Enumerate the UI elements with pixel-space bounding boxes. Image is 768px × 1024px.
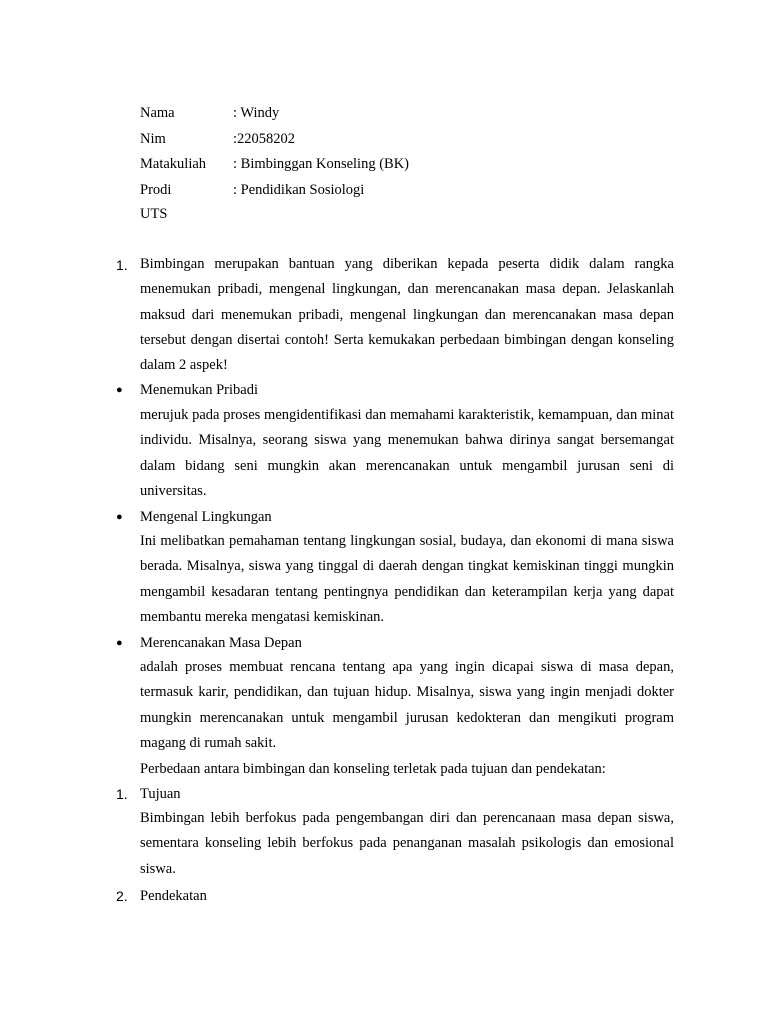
bullet-title: Mengenal Lingkungan <box>140 509 272 525</box>
aspect-number: 1. <box>116 786 128 802</box>
bullet-icon: ● <box>116 384 123 396</box>
bullet-body: merujuk pada proses mengidentifikasi dan memahami karakteristik, kemampuan, dan minat individu. Misalnya, seorang siswa yang menemukan bahwa dirinya sangat bersemangat dalam bidang seni mungkin akan merencanakan untuk mengambil jurusan seni di universitas. <box>140 407 674 499</box>
bullet-body: Ini melibatkan pemahaman tentang lingkungan sosial, budaya, dan ekonomi di mana siswa berada. Misalnya, siswa yang tinggal di daerah dengan tingkat kemiskinan tinggi mungkin mengambil kesadaran tentang pentingnya pendidikan dan keterampilan kerja yang dapat membantu mereka mengatasi kemiskinan. <box>140 533 674 625</box>
header-value: : Windy <box>233 105 280 121</box>
bullet-body: adalah proses membuat rencana tentang apa yang ingin dicapai siswa di masa depan, termasuk karir, pendidikan, dan tujuan hidup. Misalnya, siswa yang ingin menjadi dokter mungkin merencanakan untuk mengambil jurusan kedokteran dan mengikuti program magang di rumah sakit. <box>140 659 674 751</box>
aspect-number: 2. <box>116 888 128 904</box>
difference-intro: Perbedaan antara bimbingan dan konseling terletak pada tujuan dan pendekatan: <box>140 761 606 777</box>
question-number: 1. <box>116 257 128 273</box>
exam-label: UTS <box>140 206 168 222</box>
header-label: Nama <box>140 105 175 121</box>
header-value: :22058202 <box>233 131 296 147</box>
bullet-icon: ● <box>116 637 123 649</box>
header-label: Matakuliah <box>140 156 207 172</box>
header-label: Nim <box>140 131 166 147</box>
header-label: Prodi <box>140 182 172 198</box>
bullet-title: Merencanakan Masa Depan <box>140 635 302 651</box>
bullet-title: Menemukan Pribadi <box>140 382 258 398</box>
header-value: : Pendidikan Sosiologi <box>233 182 365 198</box>
aspect-body: Bimbingan lebih berfokus pada pengembangan diri dan perencanaan masa depan siswa, sementara konseling lebih berfokus pada penanganan masalah psikologis dan emosional siswa. <box>140 810 674 877</box>
aspect-title: Tujuan <box>140 786 181 802</box>
question-text: Bimbingan merupakan bantuan yang diberikan kepada peserta didik dalam rangka menemukan pribadi, mengenal lingkungan, dan merencanakan masa depan. Jelaskanlah maksud dari menemukan pribadi, mengenal lingkungan dan merencanakan masa depan tersebut dengan disertai contoh! Serta kemukakan perbedaan bimbingan dengan konseling dalam 2 aspek! <box>140 256 674 374</box>
header-value: : Bimbinggan Konseling (BK) <box>233 156 410 172</box>
aspect-title: Pendekatan <box>140 888 207 904</box>
bullet-icon: ● <box>116 511 123 523</box>
